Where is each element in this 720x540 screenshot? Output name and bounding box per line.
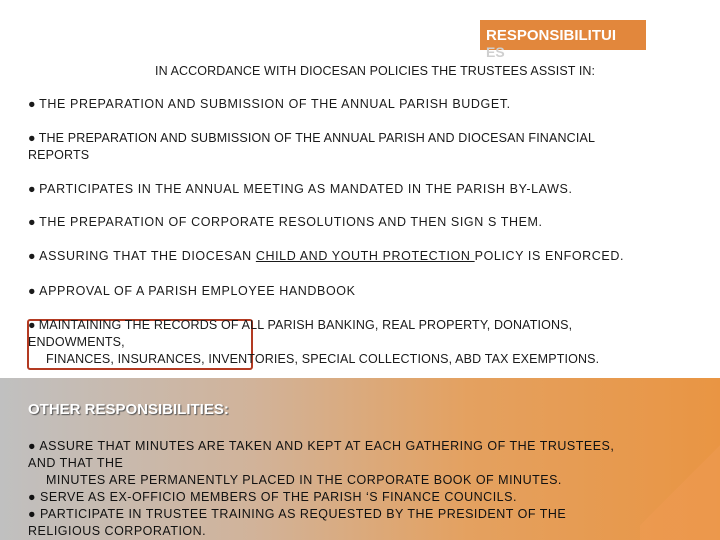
bullet: ● [28,215,37,229]
other-line: MINUTES ARE PERMANENTLY PLACED IN THE CORPORATE BOOK OF MINUTES. [46,473,562,487]
list-item-text: THE PREPARATION AND SUBMISSION OF THE ANNUAL PARISH AND DIOCESAN FINANCIAL [38,131,596,145]
decorative-corner [640,430,720,540]
list-item-text-suffix: POLICY IS ENFORCED. [474,249,625,263]
list-item-text-continued: REPORTS [28,148,90,162]
list-item-text-prefix: ASSURING THAT THE DIOCESAN [39,249,256,263]
list-item [28,130,595,164]
list-item [28,317,599,368]
slide-title-line1: RESPONSIBILITUI [486,27,617,44]
list-item-text: THE PREPARATION AND SUBMISSION OF THE ANNUAL PARISH BUDGET. [39,97,511,111]
list-item [28,214,543,231]
other-responsibilities-heading: OTHER RESPONSIBILITIES: [28,401,229,418]
list-item-text-continued: FINANCES, INSURANCES, INVENTORIES, SPECIAL COLLECTIONS, ABD TAX EXEMPTIONS. [46,352,600,366]
bullet: ● [28,284,37,298]
list-item-text: THE PREPARATION OF CORPORATE RESOLUTIONS AND THEN SIGN S THEM. [39,215,543,229]
list-item [28,96,511,113]
bullet: ● [28,249,37,263]
other-line: ● SERVE AS EX-OFFICIO MEMBERS OF THE PARISH ‘S FINANCE COUNCILS. [28,490,517,504]
list-item-text-underlined: CHILD AND YOUTH PROTECTION [255,249,475,263]
other-line: ● PARTICIPATE IN TRUSTEE TRAINING AS REQUESTED BY THE PRESIDENT OF THE [28,507,567,521]
bullet: ● [28,318,36,332]
slide-title-line2: ES [486,44,505,60]
intro-text: IN ACCORDANCE WITH DIOCESAN POLICIES THE TRUSTEES ASSIST IN: [155,64,596,78]
bullet: ● [28,131,36,145]
list-item-text-continued: ENDOWMENTS, [28,335,125,349]
list-item-text: APPROVAL OF A PARISH EMPLOYEE HANDBOOK [39,284,356,298]
other-line: ● ASSURE THAT MINUTES ARE TAKEN AND KEPT AT EACH GATHERING OF THE TRUSTEES, [28,439,615,453]
list-item [28,283,356,300]
bullet: ● [28,97,37,111]
list-item [28,181,573,198]
slide-title [480,20,646,60]
other-line: RELIGIOUS CORPORATION. [28,524,207,538]
list-item-text: PARTICIPATES IN THE ANNUAL MEETING AS MANDATED IN THE PARISH BY-LAWS. [39,182,573,196]
list-item [28,248,624,265]
other-line: AND THAT THE [28,456,124,470]
list-item-text: MAINTAINING THE RECORDS OF ALL PARISH BANKING, REAL PROPERTY, DONATIONS, [38,318,573,332]
bullet: ● [28,182,37,196]
